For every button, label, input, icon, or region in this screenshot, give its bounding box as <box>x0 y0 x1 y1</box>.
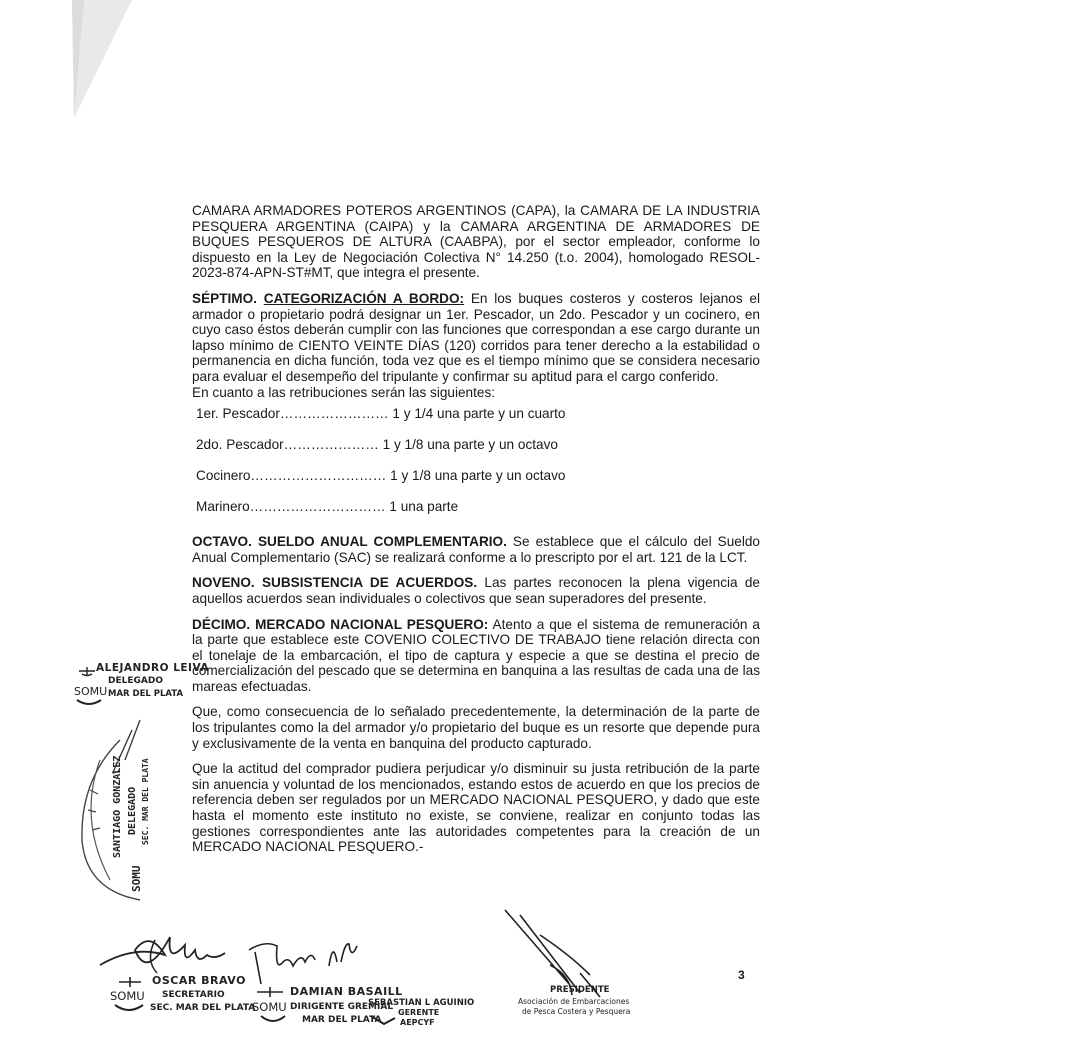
retribucion-cargo: Cocinero <box>196 468 251 484</box>
septimo-title: CATEGORIZACIÓN A BORDO: <box>263 290 465 306</box>
decimo-paragraph-2: Que, como consecuencia de lo señalado precedentemente, la determinación de la parte de los tripulantes como la del armador y/o propietario del buque es un resorte que depende pura y exclusivamente de la venta en banquina del producto capturado. <box>192 704 760 751</box>
signature-scribble <box>70 700 180 900</box>
retribucion-row <box>196 437 760 468</box>
retribucion-row <box>196 468 760 499</box>
stamp-basaill-role: DIRIGENTE GREMIAL <box>290 1002 394 1012</box>
retribuciones-intro: En cuanto a las retribuciones serán las siguientes: <box>192 384 496 400</box>
octavo-paragraph <box>192 534 760 565</box>
septimo-text: En los buques costeros y costeros lejanos el armador o propietario podrá designar un 1er. Pescador, un 2do. Pescador y un cocinero, en cuyo caso éstos deberán cumplir con las funciones que correspondan a ese cargo durante un lapso mínimo de CIENTO VEINTE DÍAS (120) corridos para tener derecho a la estabilidad o permanencia en dicha función, toda vez que es el tiempo mínimo que se considera necesario para evaluar el desempeño del tripulante y confirmar su aptitud para el cargo conferido. <box>192 290 761 384</box>
anchor-icon <box>78 666 96 676</box>
retribucion-cargo: 2do. Pescador <box>196 437 284 453</box>
retribucion-valor: 1 una parte <box>389 499 459 515</box>
stamp-leiva-role: DELEGADO <box>108 676 163 686</box>
stamp-gonzalez-place: SEC. MAR DEL PLATA <box>141 758 150 845</box>
stamp-bravo-org: SOMU <box>110 989 145 1003</box>
anchor-icon <box>260 1014 286 1024</box>
octavo-heading: OCTAVO. SUELDO ANUAL COMPLEMENTARIO. <box>192 534 507 550</box>
septimo-paragraph <box>192 291 760 385</box>
octavo-text: Se establece que el cálculo del Sueldo Anual Complementario (SAC) se realizará conforme a lo prescripto por el art. 121 de la LCT. <box>192 534 760 565</box>
stamp-presidente-role: PRESIDENTE <box>550 985 610 995</box>
anchor-icon <box>370 1014 396 1026</box>
retribuciones-list <box>192 406 760 530</box>
retribucion-valor: 1 y 1/4 una parte y un cuarto <box>392 406 566 422</box>
stamp-aguinio-org: AEPCYF <box>400 1018 435 1027</box>
stamp-bravo <box>110 974 256 1018</box>
anchor-icon <box>118 976 142 988</box>
stamp-presidente-line1: Asociación de Embarcaciones <box>518 997 630 1006</box>
stamp-gonzalez-role: DELEGADO <box>127 786 138 835</box>
retribucion-cargo: Marinero <box>196 499 250 515</box>
retribucion-valor: 1 y 1/8 una parte y un octavo <box>390 468 566 484</box>
retribucion-valor: 1 y 1/8 una parte y un octavo <box>382 437 558 453</box>
stamp-basaill-org: SOMU <box>252 1000 287 1014</box>
retribucion-dots: ………………… <box>283 437 379 453</box>
noveno-text: Las partes reconocen la plena vigencia de aquellos acuerdos sean individuales o colectivos que sean superadores del presente. <box>192 575 760 606</box>
stamp-bravo-place: SEC. MAR DEL PLATA <box>150 1003 256 1013</box>
septimo-heading: SÉPTIMO. <box>192 290 257 306</box>
stamp-aguinio <box>368 998 478 1032</box>
intro-paragraph: CAMARA ARMADORES POTEROS ARGENTINOS (CAPA), la CAMARA DE LA INDUSTRIA PESQUERA ARGENTINA (CAIPA) y la CAMARA ARGENTINA DE ARMADORES DE BUQUES PESQUEROS DE ALTURA (CAABPA), por el sector empleador, conforme lo dispuesto en la Ley de Negociación Colectiva N° 14.250 (t.o. 2004), homologado RESOL-2023-874-APN-ST#MT, que integra el presente. <box>192 203 760 281</box>
stamp-presidente-line2: de Pesca Costera y Pesquera <box>522 1007 631 1016</box>
stamp-basaill-place: MAR DEL PLATA <box>302 1015 382 1025</box>
stamp-gonzalez-name: SANTIAGO GONZALEZ <box>112 755 123 858</box>
retribucion-cargo: 1er. Pescador <box>196 406 280 422</box>
retribucion-row <box>196 499 760 530</box>
stamp-bravo-name: OSCAR BRAVO <box>152 974 246 987</box>
anchor-icon <box>256 986 284 998</box>
noveno-paragraph <box>192 575 760 606</box>
stamp-basaill-name: DAMIAN BASAILL <box>290 985 403 998</box>
decimo-text: Atento a que el sistema de remuneración a la parte que establece este COVENIO COLECTIVO DE TRABAJO tiene relación directa con el tonelaje de la embarcación, el tipo de captura y especie a que se destina el precio de comercialización del pescado que se determina en banquina a las resultas de cada una de las mareas efectuadas. <box>192 616 760 694</box>
retribucion-dots: …………………… <box>279 406 389 422</box>
stamp-presidente <box>516 985 656 1023</box>
decimo-paragraph <box>192 617 760 695</box>
decimo-heading: DÉCIMO. MERCADO NACIONAL PESQUERO: <box>192 616 489 632</box>
retribucion-dots: ………………………… <box>249 499 386 515</box>
stamp-aguinio-name: SEBASTIAN L AGUINIO <box>368 998 475 1008</box>
page-fold-shadow <box>0 0 140 130</box>
retribucion-dots: ………………………… <box>250 468 387 484</box>
stamp-leiva-org: SOMU <box>74 685 108 698</box>
page-number: 3 <box>738 968 745 982</box>
stamp-aguinio-role: GERENTE <box>398 1008 440 1017</box>
document-body <box>192 203 760 865</box>
signature-basaill <box>245 932 365 987</box>
retribucion-row <box>196 406 760 437</box>
decimo-paragraph-3: Que la actitud del comprador pudiera perjudicar y/o disminuir su justa retribución de la parte sin anuencia y voluntad de los mencionados, estando estos de acuerdo en que los precios de referencia deben ser regulados por un MERCADO NACIONAL PESQUERO, y dado que este hasta el momento este instituto no existe, se conviene, realizar en conjunto todas las gestiones correspondientes ante las autoridades competentes para la creación de un MERCADO NACIONAL PESQUERO.- <box>192 761 760 855</box>
anchor-icon <box>114 1003 144 1013</box>
stamp-leiva-place: MAR DEL PLATA <box>108 689 184 699</box>
noveno-heading: NOVENO. SUBSISTENCIA DE ACUERDOS. <box>192 575 478 591</box>
stamp-bravo-role: SECRETARIO <box>162 990 225 1000</box>
stamp-gonzalez-org: SOMU <box>130 865 143 892</box>
stamp-leiva-name: ALEJANDRO LEIVA <box>96 662 210 674</box>
